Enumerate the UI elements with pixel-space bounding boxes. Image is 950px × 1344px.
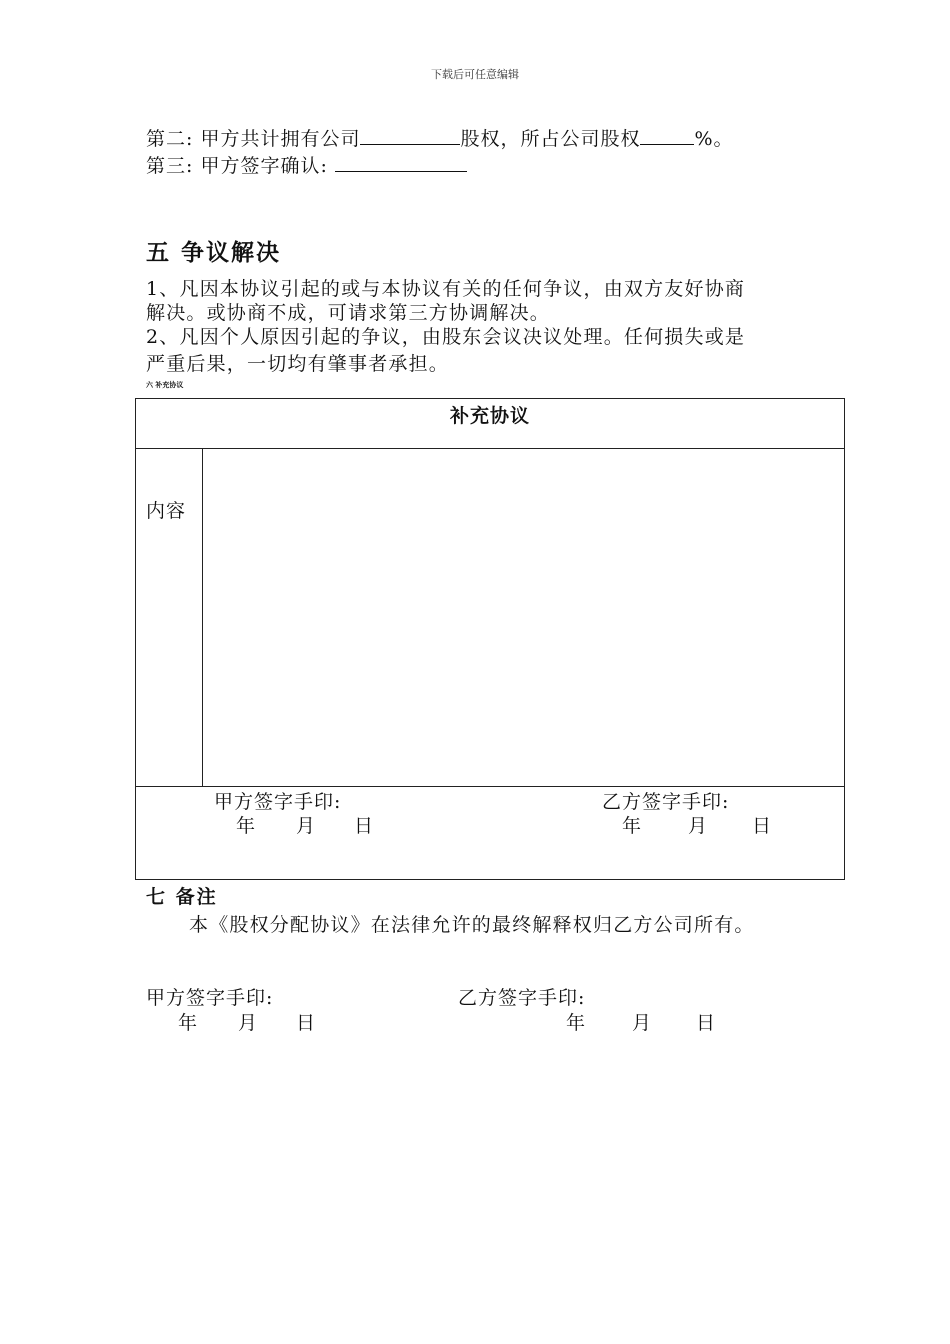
day-label: 日 [354,815,375,837]
equity-line-suffix: %。 [694,128,734,150]
table-party-a-sign: 甲方签字手印: [214,791,342,813]
year-label: 年 [178,1012,199,1034]
month-label: 月 [688,815,709,837]
party-a-date [178,1008,316,1035]
equity-line-mid: 股权，所占公司股权 [460,128,641,150]
party-b-sign: 乙方签字手印: [458,987,586,1009]
month-label: 月 [238,1012,259,1034]
supplementary-agreement-table [135,398,845,880]
content-cell[interactable] [203,448,844,786]
year-label: 年 [622,815,643,837]
section-5-title: 五 争议解决 [146,240,282,266]
month-label: 月 [296,815,317,837]
dispute-para-1-line-2: 解决。或协商不成，可请求第三方协调解决。 [146,302,551,324]
table-party-b-sign: 乙方签字手印: [602,791,730,813]
confirm-line-prefix: 第三: 甲方签字确认: [146,155,335,177]
day-label: 日 [296,1012,317,1034]
party-b-date [566,1008,716,1035]
content-label-cell [136,448,203,786]
year-label: 年 [236,815,257,837]
table-party-b-date [622,811,772,838]
percent-blank[interactable] [640,126,694,145]
table-signature-row [136,786,844,879]
section-6-label: 六 补充协议 [146,381,184,389]
section-7-title: 七 备注 [146,886,218,908]
day-label: 日 [752,815,773,837]
table-title: 补充协议 [449,405,530,427]
confirm-signature-blank[interactable] [335,153,467,172]
month-label: 月 [632,1012,653,1034]
dispute-para-2-line-2: 严重后果，一切均有肇事者承担。 [146,353,450,375]
dispute-para-1-line-1: 1、凡因本协议引起的或与本协议有关的任何争议，由双方友好协商 [146,278,746,300]
party-a-sign: 甲方签字手印: [146,987,274,1009]
table-title-row [136,399,844,449]
confirm-line [146,151,467,178]
content-label: 内容 [146,500,187,522]
equity-line [146,124,734,151]
equity-line-prefix: 第二: 甲方共计拥有公司 [146,128,361,150]
table-party-a-date [236,811,374,838]
day-label: 日 [696,1012,717,1034]
page-header: 下载后可任意编辑 [431,68,519,81]
shares-blank[interactable] [360,126,460,145]
dispute-para-2-line-1: 2、凡因个人原因引起的争议，由股东会议决议处理。任何损失或是 [146,326,746,348]
remarks-text: 本《股权分配协议》在法律允许的最终解释权归乙方公司所有。 [189,914,755,936]
year-label: 年 [566,1012,587,1034]
